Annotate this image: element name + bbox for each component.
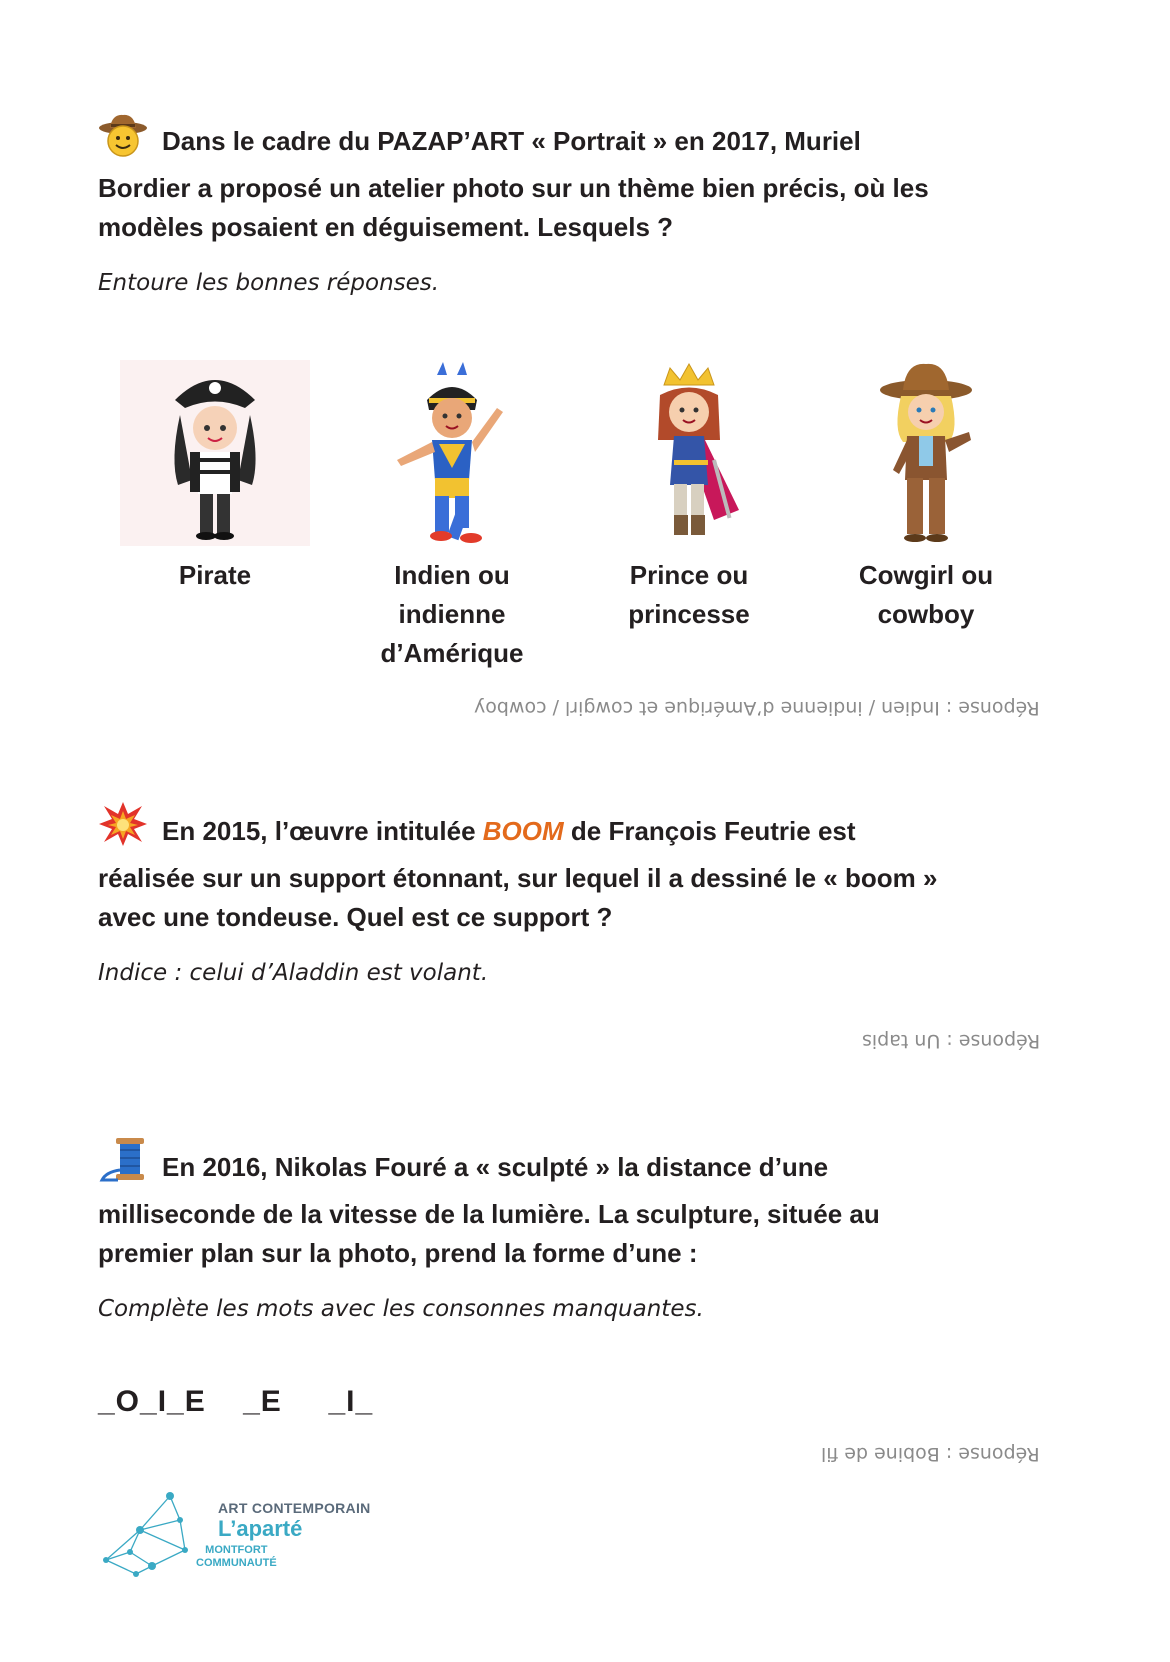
word-blanks[interactable]: _O_I_E _E _I_ [98, 1385, 374, 1418]
collision-icon [98, 800, 148, 859]
native-american-costume-icon [357, 360, 547, 546]
question-1-instruction: Entoure les bonnes réponses. [98, 270, 440, 296]
question-2-line-1-start: En 2015, l’œuvre intitulée [162, 816, 483, 846]
question-2 [98, 800, 1058, 937]
cowboy-face-icon [98, 112, 148, 169]
question-3-line-1: En 2016, Nikolas Fouré a « sculpté » la distance d’une [162, 1152, 829, 1182]
laparte-logo [100, 1490, 400, 1580]
question-2-line-3: avec une tondeuse. Quel est ce support ? [98, 902, 613, 932]
logo-subtitle [196, 1544, 277, 1570]
question-3-line-2: milliseconde de la vitesse de la lumière. La sculpture, située au [98, 1199, 880, 1229]
question-1-line-2: Bordier a proposé un atelier photo sur un thème bien précis, où les [98, 173, 929, 203]
cowgirl-costume-icon [831, 360, 1021, 546]
question-3 [98, 1136, 1058, 1273]
choice-label-line: Cowgirl ou [858, 560, 994, 590]
prince-costume-icon [594, 360, 784, 546]
boom-title: BOOM [482, 816, 564, 846]
choice-label-line: Prince ou [629, 560, 749, 590]
question-1-answer: Réponse : Indien / indienne d’Amérique et cowgirl / cowboy [474, 697, 1040, 719]
choice-label-line: princesse [628, 599, 750, 629]
choice-label-line: Indien ou [394, 560, 510, 590]
choice-label-line: indienne [398, 599, 506, 629]
choice-label [342, 556, 562, 673]
choice-indian[interactable] [342, 360, 562, 673]
choice-label [579, 556, 799, 634]
question-1-line-1: Dans le cadre du PAZAP’ART « Portrait » en 2017, Muriel [162, 126, 861, 156]
logo-line-4: COMMUNAUTÉ [196, 1557, 277, 1569]
question-2-line-2: réalisée sur un support étonnant, sur lequel il a dessiné le « boom » [98, 863, 938, 893]
choice-prince[interactable] [579, 360, 799, 634]
question-2-line-1-end: de François Feutrie est [563, 816, 856, 846]
question-1-line-3: modèles posaient en déguisement. Lesquels ? [98, 212, 674, 242]
choice-label [816, 556, 1036, 634]
question-3-answer: Réponse : Bobine de fil [821, 1443, 1040, 1465]
logo-line-3: MONTFORT [205, 1544, 268, 1556]
choice-label-line: cowboy [877, 599, 975, 629]
choice-cowgirl[interactable] [816, 360, 1036, 634]
question-2-hint: Indice : celui d’Aladdin est volant. [98, 960, 489, 986]
pirate-costume-icon [120, 360, 310, 546]
choice-label-line: Pirate [178, 560, 252, 590]
question-2-answer: Réponse : Un tapis [861, 1030, 1040, 1052]
thread-spool-icon [98, 1136, 148, 1195]
question-1 [98, 112, 1058, 247]
question-3-instruction: Complète les mots avec les consonnes manquantes. [98, 1296, 704, 1322]
choice-label [105, 556, 325, 595]
logo-line-1: ART CONTEMPORAIN [218, 1500, 371, 1516]
choice-label-line: d’Amérique [380, 638, 524, 668]
logo-line-2: L’aparté [218, 1516, 303, 1541]
choice-pirate[interactable] [105, 360, 325, 595]
question-3-line-3: premier plan sur la photo, prend la forme d’une : [98, 1238, 698, 1268]
